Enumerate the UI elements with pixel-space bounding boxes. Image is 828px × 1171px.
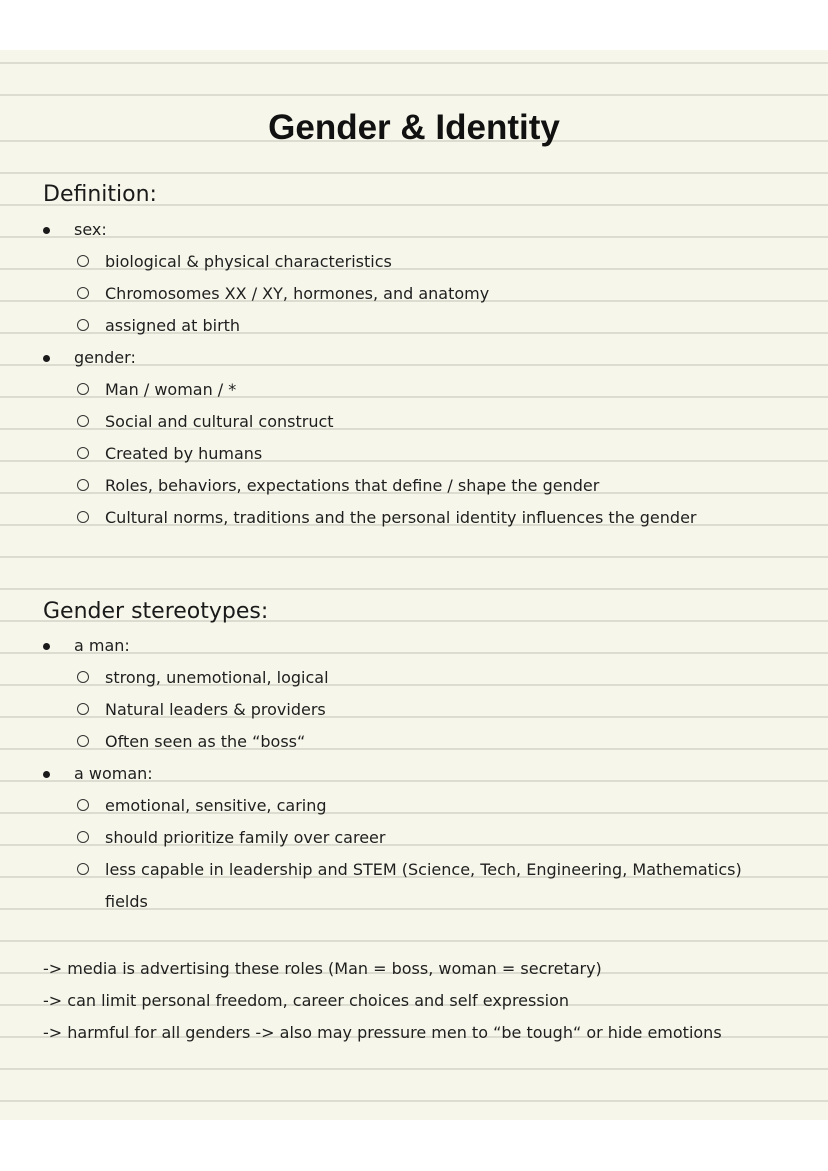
hollow-circle-icon	[77, 799, 89, 811]
list-item: strong, unemotional, logical	[105, 668, 329, 687]
list-item: emotional, sensitive, caring	[105, 796, 327, 815]
note-line: -> can limit personal freedom, career choices and self expression	[43, 991, 570, 1010]
page-title: Gender & Identity	[268, 108, 560, 147]
man-label: a man:	[74, 636, 130, 655]
list-item: Man / woman / *	[105, 380, 237, 399]
hollow-circle-icon	[77, 831, 89, 843]
bullet-dot-icon	[43, 771, 50, 778]
list-item: biological & physical characteristics	[105, 252, 392, 271]
hollow-circle-icon	[77, 255, 89, 267]
hollow-circle-icon	[77, 415, 89, 427]
bullet-dot-icon	[43, 227, 50, 234]
hollow-circle-icon	[77, 671, 89, 683]
bullet-dot-icon	[43, 355, 50, 362]
hollow-circle-icon	[77, 447, 89, 459]
hollow-circle-icon	[77, 511, 89, 523]
list-item-continuation: fields	[105, 892, 148, 911]
hollow-circle-icon	[77, 479, 89, 491]
list-item: Created by humans	[105, 444, 263, 463]
hollow-circle-icon	[77, 319, 89, 331]
stereotypes-heading: Gender stereotypes:	[43, 599, 269, 624]
definition-heading: Definition:	[43, 182, 157, 207]
woman-label: a woman:	[74, 764, 153, 783]
note-line: -> media is advertising these roles (Man = boss, woman = secretary)	[43, 959, 602, 978]
list-item: should prioritize family over career	[105, 828, 386, 847]
list-item: less capable in leadership and STEM (Science, Tech, Engineering, Mathematics)	[105, 860, 742, 879]
list-item: Natural leaders & providers	[105, 700, 326, 719]
list-item: Chromosomes XX / XY, hormones, and anatomy	[105, 284, 490, 303]
hollow-circle-icon	[77, 287, 89, 299]
sex-label: sex:	[74, 220, 107, 239]
hollow-circle-icon	[77, 383, 89, 395]
note-line: -> harmful for all genders -> also may pressure men to “be tough“ or hide emotions	[43, 1023, 722, 1042]
list-item: Roles, behaviors, expectations that define / shape the gender	[105, 476, 600, 495]
list-item: assigned at birth	[105, 316, 241, 335]
hollow-circle-icon	[77, 703, 89, 715]
list-item: Cultural norms, traditions and the personal identity influences the gender	[105, 508, 697, 527]
bullet-dot-icon	[43, 643, 50, 650]
list-item: Social and cultural construct	[105, 412, 334, 431]
hollow-circle-icon	[77, 735, 89, 747]
list-item: Often seen as the “boss“	[105, 732, 306, 751]
hollow-circle-icon	[77, 863, 89, 875]
gender-label: gender:	[74, 348, 136, 367]
